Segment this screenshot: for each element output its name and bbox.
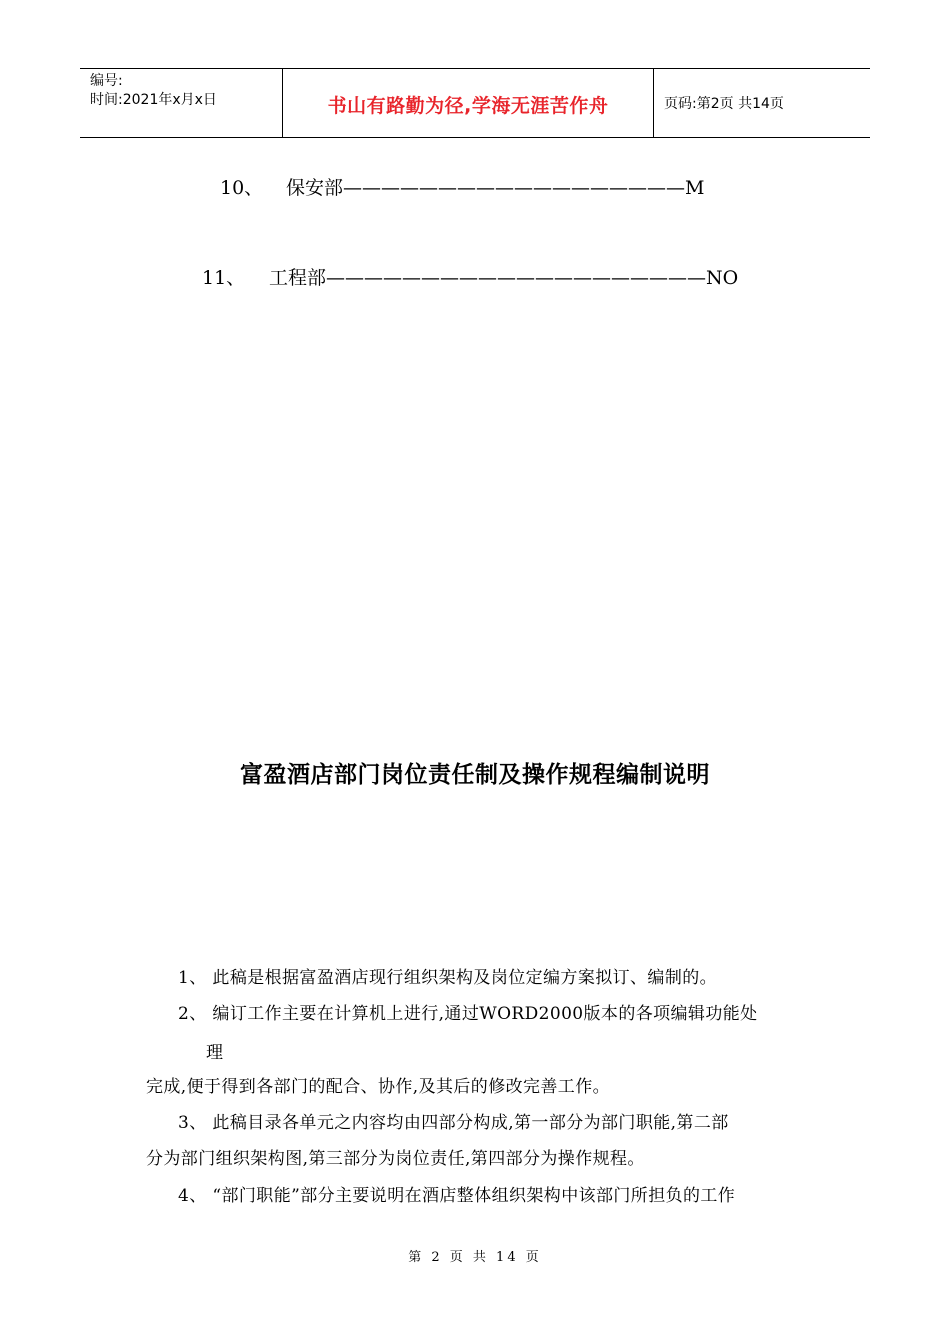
paragraph-line: 3、 此稿目录各单元之内容均由四部分构成,第一部分为部门职能,第二部 [178,1113,729,1133]
header-meta [80,69,282,137]
department-code: M [685,177,705,199]
department-leader-dashes: —————————————————— [343,177,686,199]
paragraph-line: 分为部门组织架构图,第三部分为岗位责任,第四部分为操作规程。 [146,1149,645,1169]
number-label: 编号: [90,73,123,89]
paragraph-line: 完成,便于得到各部门的配合、协作,及其后的修改完善工作。 [146,1077,611,1097]
paragraph-line: 4、 “部门职能”部分主要说明在酒店整体组织架构中该部门所担负的工作 [178,1186,736,1206]
department-code: NO [706,267,739,289]
department-leader-dashes: ———————————————————— [326,267,707,289]
department-line [220,173,704,200]
header-page-info: 页码:第2页 共14页 [664,96,784,112]
header-page-info-cell [654,69,870,137]
document-title: 富盈酒店部门岗位责任制及操作规程编制说明 [240,762,710,788]
header-motto-cell [282,69,654,137]
paragraph-line: 2、 编订工作主要在计算机上进行,通过WORD2000版本的各项编辑功能处 [178,1004,758,1024]
page-footer: 第 2 页 共 14 页 [408,1250,542,1265]
paragraph-line: 理 [206,1043,224,1063]
department-name: 工程部 [269,267,327,289]
department-number: 11、 [202,267,246,289]
paragraph-line: 1、 此稿是根据富盈酒店现行组织架构及岗位定编方案拟订、编制的。 [178,968,718,988]
header-motto: 书山有路勤为径,学海无涯苦作舟 [327,94,609,117]
time-label: 时间:2021年x月x日 [90,92,217,108]
page-header [80,68,870,138]
department-number: 10、 [220,177,264,199]
department-name: 保安部 [286,177,344,199]
department-line [202,263,738,290]
